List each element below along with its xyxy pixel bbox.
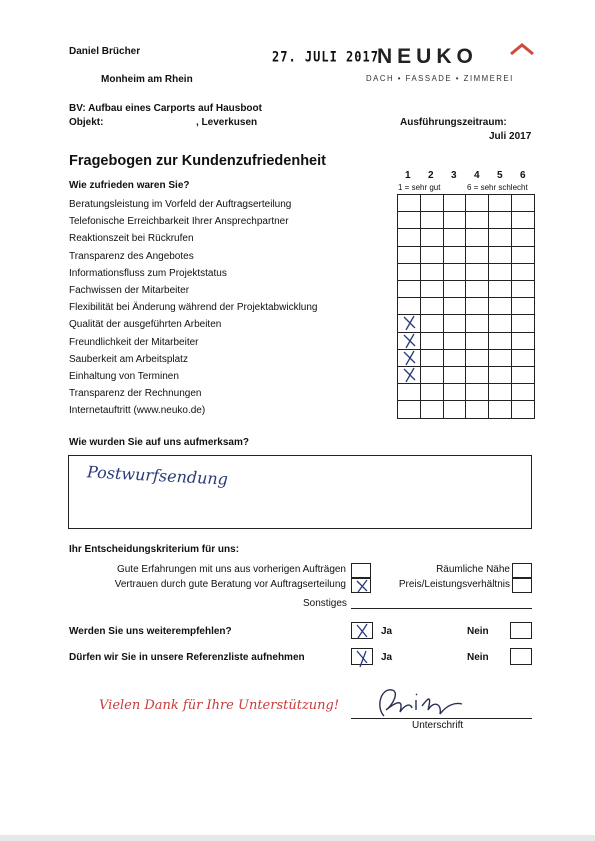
rating-cell[interactable] <box>420 228 444 246</box>
criterion-label: Sauberkeit am Arbeitsplatz <box>69 353 188 365</box>
customer-name: Daniel Brücher <box>69 46 141 57</box>
thanks-message: Vielen Dank für Ihre Unterstützung! <box>99 698 340 713</box>
rating-cell[interactable] <box>420 366 444 384</box>
rating-cell[interactable] <box>443 194 467 212</box>
criterion-label: Einhaltung von Terminen <box>69 370 179 382</box>
recommend-no-checkbox[interactable] <box>510 622 532 639</box>
rating-cell[interactable] <box>420 383 444 401</box>
rating-cell[interactable] <box>443 246 467 264</box>
rating-cell[interactable] <box>443 228 467 246</box>
rating-cell[interactable] <box>488 383 512 401</box>
scale-worst-legend: 6 = sehr schlecht <box>467 183 528 192</box>
rating-cell[interactable] <box>465 383 489 401</box>
criterion-label: Fachwissen der Mitarbeiter <box>69 284 190 296</box>
rating-cell[interactable] <box>465 228 489 246</box>
date-stamp: 27. JULI 2017 <box>272 48 379 66</box>
rating-cell[interactable] <box>397 228 421 246</box>
option-checkbox[interactable] <box>512 563 532 578</box>
awareness-question: Wie wurden Sie auf uns aufmerksam? <box>69 437 249 448</box>
criterion-label: Reaktionszeit bei Rückrufen <box>69 233 194 245</box>
rating-cell[interactable] <box>397 194 421 212</box>
rating-cell[interactable] <box>397 349 421 367</box>
rating-cell[interactable] <box>488 211 512 229</box>
awareness-answer: Postwurfsendung <box>86 462 229 489</box>
rating-cell[interactable] <box>511 332 535 350</box>
option-checkbox[interactable] <box>351 578 371 593</box>
project-bv: BV: Aufbau eines Carports auf Hausboot <box>69 103 262 114</box>
rating-cell[interactable] <box>465 194 489 212</box>
criterion-label: Qualität der ausgeführten Arbeiten <box>69 319 222 331</box>
rating-cell[interactable] <box>443 349 467 367</box>
rating-cell[interactable] <box>420 211 444 229</box>
rating-cell[interactable] <box>465 349 489 367</box>
rating-cell[interactable] <box>465 263 489 281</box>
rating-cell[interactable] <box>465 332 489 350</box>
satisfaction-question: Wie zufrieden waren Sie? <box>69 180 190 191</box>
reference-question: Dürfen wir Sie in unsere Referenzliste aufnehmen <box>69 652 305 663</box>
reference-no-label: Nein <box>467 652 489 663</box>
checkmark-icon <box>354 649 370 667</box>
rating-cell[interactable] <box>443 263 467 281</box>
criterion-title: Ihr Entscheidungskriterium für uns: <box>69 544 240 555</box>
rating-cell[interactable] <box>420 246 444 264</box>
rating-cell[interactable] <box>488 194 512 212</box>
rating-cell[interactable] <box>511 194 535 212</box>
option-checkbox[interactable] <box>512 578 532 593</box>
rating-cell[interactable] <box>511 246 535 264</box>
object-label: Objekt: <box>69 117 104 128</box>
object-value: , Leverkusen <box>196 117 258 128</box>
rating-cell[interactable] <box>465 314 489 332</box>
rating-cell[interactable] <box>488 228 512 246</box>
period-label: Ausführungszeitraum: <box>400 117 507 128</box>
rating-cell[interactable] <box>511 366 535 384</box>
brand-name: NEUKO <box>377 45 478 68</box>
rating-cell[interactable] <box>465 280 489 298</box>
rating-cell[interactable] <box>488 400 512 418</box>
rating-cell[interactable] <box>511 280 535 298</box>
rating-cell[interactable] <box>397 332 421 350</box>
rating-cell[interactable] <box>420 263 444 281</box>
rating-cell[interactable] <box>443 400 467 418</box>
other-input-line[interactable] <box>351 608 532 609</box>
page-title: Fragebogen zur Kundenzufriedenheit <box>69 153 326 169</box>
rating-cell[interactable] <box>488 297 512 315</box>
rating-cell[interactable] <box>488 246 512 264</box>
criteria-list <box>69 196 317 419</box>
reference-no-checkbox[interactable] <box>510 648 532 665</box>
rating-cell[interactable] <box>443 332 467 350</box>
rating-cell[interactable] <box>465 297 489 315</box>
criterion-label: Informationsfluss zum Projektstatus <box>69 267 227 279</box>
recommend-no-label: Nein <box>467 626 489 637</box>
rating-grid <box>397 194 534 418</box>
brand-logo <box>377 45 478 69</box>
customer-city: Monheim am Rhein <box>101 74 193 85</box>
reference-yes-label: Ja <box>381 652 393 663</box>
rating-cell[interactable] <box>465 400 489 418</box>
scale-best-legend: 1 = sehr gut <box>398 183 441 192</box>
option-checkbox[interactable] <box>351 563 371 578</box>
criterion-label: Transparenz des Angebotes <box>69 250 194 262</box>
rating-cell[interactable] <box>511 383 535 401</box>
criterion-label: Freundlichkeit der Mitarbeiter <box>69 336 199 348</box>
criterion-label: Telefonische Erreichbarkeit Ihrer Ansprechpartner <box>69 216 289 228</box>
signature-label: Unterschrift <box>412 720 464 731</box>
awareness-answer-box[interactable] <box>68 455 532 529</box>
recommend-yes-label: Ja <box>381 626 393 637</box>
reference-yes-checkbox[interactable] <box>351 648 373 665</box>
rating-cell[interactable] <box>511 263 535 281</box>
rating-cell[interactable] <box>511 314 535 332</box>
rating-cell[interactable] <box>488 263 512 281</box>
rating-cell[interactable] <box>420 314 444 332</box>
option-label: Vertrauen durch gute Beratung vor Auftragserteilung <box>114 579 346 590</box>
criterion-label: Transparenz der Rechnungen <box>69 388 202 400</box>
brand-tagline: DACH • FASSADE • ZIMMEREI <box>366 74 514 83</box>
rating-cell[interactable] <box>511 297 535 315</box>
scale-number: 5 <box>497 170 503 181</box>
rating-cell[interactable] <box>420 349 444 367</box>
rating-cell[interactable] <box>488 349 512 367</box>
checkmark-icon <box>401 367 419 383</box>
rating-cell[interactable] <box>420 194 444 212</box>
page-edge <box>0 835 595 841</box>
rating-cell[interactable] <box>488 280 512 298</box>
rating-cell[interactable] <box>488 366 512 384</box>
recommend-yes-checkbox[interactable] <box>351 622 373 639</box>
rating-cell[interactable] <box>397 314 421 332</box>
rating-cell[interactable] <box>465 246 489 264</box>
rating-cell[interactable] <box>443 383 467 401</box>
rating-cell[interactable] <box>488 332 512 350</box>
checkmark-icon <box>354 578 370 593</box>
scale-number: 4 <box>474 170 480 181</box>
rating-cell[interactable] <box>397 400 421 418</box>
criterion-label: Beratungsleistung im Vorfeld der Auftragserteilung <box>69 199 292 210</box>
rating-cell[interactable] <box>397 211 421 229</box>
rating-cell[interactable] <box>420 280 444 298</box>
rating-cell[interactable] <box>397 246 421 264</box>
roof-icon <box>509 42 535 66</box>
rating-cell[interactable] <box>511 211 535 229</box>
rating-cell[interactable] <box>443 280 467 298</box>
rating-cell[interactable] <box>443 366 467 384</box>
rating-cell[interactable] <box>420 332 444 350</box>
other-label: Sonstiges <box>303 598 347 609</box>
rating-cell[interactable] <box>488 314 512 332</box>
scale-number: 6 <box>520 170 526 181</box>
scale-number: 2 <box>428 170 434 181</box>
option-label: Preis/Leistungsverhältnis <box>398 579 510 590</box>
rating-cell[interactable] <box>465 211 489 229</box>
rating-cell[interactable] <box>511 228 535 246</box>
scale-number: 3 <box>451 170 457 181</box>
checkmark-icon <box>401 333 419 349</box>
rating-cell[interactable] <box>443 211 467 229</box>
rating-cell[interactable] <box>397 383 421 401</box>
rating-cell[interactable] <box>443 314 467 332</box>
option-label: Gute Erfahrungen mit uns aus vorherigen Aufträgen <box>116 564 346 575</box>
checkmark-icon <box>401 315 419 331</box>
rating-cell[interactable] <box>397 280 421 298</box>
rating-cell[interactable] <box>397 366 421 384</box>
checkmark-icon <box>401 350 419 366</box>
scale-number: 1 <box>405 170 411 181</box>
rating-cell[interactable] <box>443 297 467 315</box>
rating-cell[interactable] <box>397 263 421 281</box>
rating-cell[interactable] <box>420 400 444 418</box>
criterion-label: Internetauftritt (www.neuko.de) <box>69 405 206 417</box>
criterion-label: Flexibilität bei Änderung während der Projektabwicklung <box>69 302 318 314</box>
rating-cell[interactable] <box>397 297 421 315</box>
option-label: Räumliche Nähe <box>436 564 510 575</box>
rating-cell[interactable] <box>511 400 535 418</box>
checkmark-icon <box>355 623 371 639</box>
rating-cell[interactable] <box>465 366 489 384</box>
recommend-question: Werden Sie uns weiterempfehlen? <box>69 626 232 637</box>
rating-cell[interactable] <box>511 349 535 367</box>
period-value: Juli 2017 <box>489 131 532 142</box>
rating-cell[interactable] <box>420 297 444 315</box>
